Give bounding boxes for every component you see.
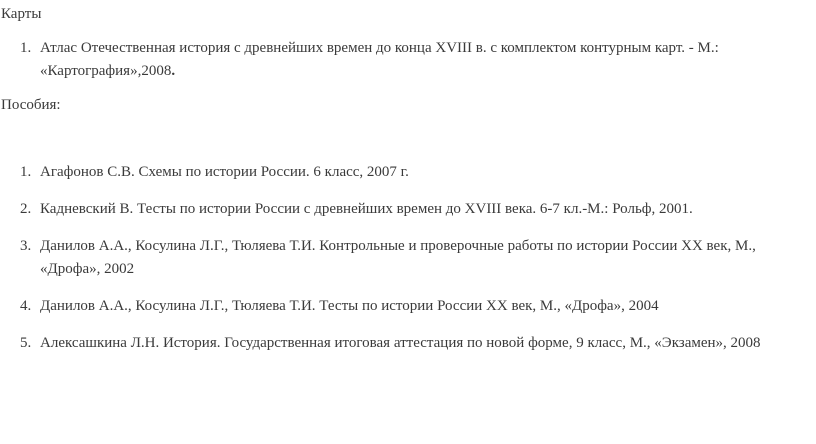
- list-item: [0, 37, 812, 83]
- list-item-text: Кадневский В. Тесты по истории России с древнейших времен до XVIII века. 6-7 кл.-М.: Рольф, 2001.: [40, 201, 693, 217]
- list-item-text: Данилов А.А., Косулина Л.Г., Тюляева Т.И. Тесты по истории России XX век, М., «Дрофа», 2004: [40, 298, 659, 314]
- list-item: [0, 332, 812, 355]
- list-item-tail: .: [171, 63, 176, 79]
- list-item: [0, 295, 812, 318]
- list-item-text: Агафонов С.В. Схемы по истории России. 6 класс, 2007 г.: [40, 164, 409, 180]
- maps-list: [0, 37, 812, 97]
- list-item-number: 3.: [20, 238, 32, 254]
- list-item: [0, 161, 812, 184]
- list-item-number: 2.: [20, 201, 32, 217]
- aids-list: [0, 161, 812, 369]
- aids-heading: Пособия:: [1, 97, 61, 113]
- list-item: [0, 198, 812, 221]
- maps-heading: Карты: [1, 6, 42, 22]
- list-item-number: 4.: [20, 298, 32, 314]
- list-item-text: Атлас Отечественная история с древнейших времен до конца XVIII в. с комплектом контурным карт. - М.: «Картография»,2008: [40, 40, 719, 79]
- list-item-text: Алексашкина Л.Н. История. Государственная итоговая аттестация по новой форме, 9 класс, М., «Экзамен», 2008: [40, 335, 761, 351]
- list-item-number: 5.: [20, 335, 32, 351]
- list-item-number: 1.: [20, 40, 32, 56]
- list-item: [0, 235, 812, 281]
- list-item-text: Данилов А.А., Косулина Л.Г., Тюляева Т.И. Контрольные и проверочные работы по истории России XX век, М., «Дрофа», 2002: [40, 238, 756, 277]
- list-item-number: 1.: [20, 164, 32, 180]
